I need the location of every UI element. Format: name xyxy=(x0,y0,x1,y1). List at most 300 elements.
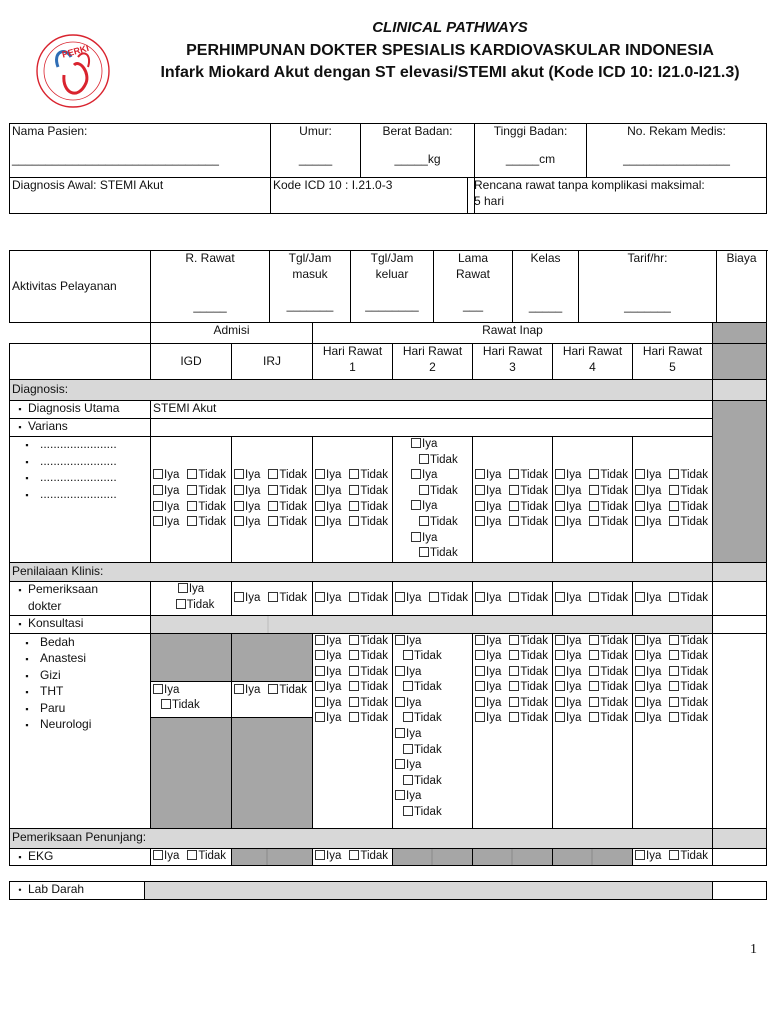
tidak-checkbox[interactable] xyxy=(509,681,548,693)
checkbox-box-icon xyxy=(234,501,244,511)
tidak-checkbox[interactable] xyxy=(419,547,458,559)
tidak-checkbox[interactable] xyxy=(161,699,200,711)
tidak-checkbox[interactable] xyxy=(669,850,708,862)
iya-checkbox[interactable] xyxy=(153,485,179,497)
iya-label: Iya xyxy=(486,484,502,497)
pemeriksaan-irj xyxy=(232,582,313,616)
patient-name-cell[interactable]: Nama Pasien: _______________________________ xyxy=(10,124,271,178)
tidak-checkbox[interactable] xyxy=(349,485,388,497)
tidak-label: Tidak xyxy=(430,515,458,528)
checkbox-box-icon xyxy=(315,516,325,526)
height-cell[interactable]: Tinggi Badan: _____cm xyxy=(475,124,587,178)
tidak-checkbox[interactable] xyxy=(589,666,628,678)
iya-label: Iya xyxy=(646,591,662,604)
medical-record-cell[interactable]: No. Rekam Medis: ________________ xyxy=(587,124,767,178)
tidak-checkbox[interactable] xyxy=(268,516,307,528)
iya-checkbox[interactable] xyxy=(315,501,341,513)
iya-checkbox[interactable] xyxy=(475,635,501,647)
tidak-checkbox[interactable] xyxy=(589,516,628,528)
tidak-checkbox[interactable] xyxy=(403,744,442,756)
iya-checkbox[interactable] xyxy=(178,583,204,595)
tidak-checkbox[interactable] xyxy=(509,592,548,604)
iya-label: Iya xyxy=(566,650,582,663)
tidak-label: Tidak xyxy=(279,683,308,696)
iya-label: Iya xyxy=(646,849,662,862)
iya-checkbox[interactable] xyxy=(153,516,179,528)
varians-hari-2 xyxy=(393,437,473,563)
tidak-checkbox[interactable] xyxy=(349,592,388,604)
iya-checkbox[interactable] xyxy=(411,532,437,544)
iya-checkbox[interactable] xyxy=(153,684,179,696)
tidak-label: Tidak xyxy=(186,598,215,611)
iya-checkbox[interactable] xyxy=(475,516,501,528)
iya-checkbox[interactable] xyxy=(635,485,661,497)
checkbox-box-icon xyxy=(509,592,519,602)
tidak-checkbox[interactable] xyxy=(187,516,226,528)
tidak-checkbox[interactable] xyxy=(669,681,708,693)
iya-checkbox[interactable] xyxy=(153,469,179,481)
iya-checkbox[interactable] xyxy=(475,469,501,481)
checkbox-box-icon xyxy=(509,501,519,511)
lab-darah-label: • Lab Darah xyxy=(10,882,145,900)
iya-checkbox[interactable] xyxy=(234,485,260,497)
iya-checkbox[interactable] xyxy=(635,666,661,678)
checkbox-box-icon xyxy=(509,666,519,676)
iya-label: Iya xyxy=(406,696,422,709)
checkbox-box-icon xyxy=(315,592,325,602)
checkbox-box-icon xyxy=(509,697,519,707)
iya-label: Iya xyxy=(245,683,261,696)
checkbox-box-icon xyxy=(419,454,429,464)
tidak-checkbox[interactable] xyxy=(403,806,442,818)
tidak-checkbox[interactable] xyxy=(669,697,708,709)
iya-checkbox[interactable] xyxy=(153,850,179,862)
cost-header: Biaya xyxy=(726,251,757,265)
admisi-header: Admisi xyxy=(151,323,313,344)
iya-label: Iya xyxy=(566,712,582,725)
hari-rawat-1-header: Hari Rawat 1 xyxy=(313,344,393,380)
iya-checkbox[interactable] xyxy=(153,501,179,513)
iya-checkbox[interactable] xyxy=(234,501,260,513)
checkbox-box-icon xyxy=(187,501,197,511)
checkbox-box-icon xyxy=(589,681,599,691)
checkbox-box-icon xyxy=(475,469,485,479)
checkbox-box-icon xyxy=(419,485,429,495)
tidak-checkbox[interactable] xyxy=(509,485,548,497)
tidak-checkbox[interactable] xyxy=(268,592,307,604)
checkbox-box-icon xyxy=(395,592,405,602)
checkbox-box-icon xyxy=(315,650,325,660)
iya-label: Iya xyxy=(646,469,662,482)
iya-checkbox[interactable] xyxy=(555,697,581,709)
checkbox-box-icon xyxy=(635,697,645,707)
iya-checkbox[interactable] xyxy=(315,697,341,709)
tidak-label: Tidak xyxy=(360,516,389,529)
tidak-checkbox[interactable] xyxy=(589,469,628,481)
checkbox-box-icon xyxy=(315,635,325,645)
iya-checkbox[interactable] xyxy=(315,469,341,481)
iya-checkbox[interactable] xyxy=(234,592,260,604)
iya-checkbox[interactable] xyxy=(635,650,661,662)
tidak-label: Tidak xyxy=(360,696,389,709)
iya-checkbox[interactable] xyxy=(234,469,260,481)
tidak-checkbox[interactable] xyxy=(509,469,548,481)
hari-rawat-2-header: Hari Rawat 2 xyxy=(393,344,473,380)
tidak-checkbox[interactable] xyxy=(187,501,226,513)
tidak-checkbox[interactable] xyxy=(349,850,388,862)
checkbox-box-icon xyxy=(475,681,485,691)
iya-checkbox[interactable] xyxy=(555,666,581,678)
tidak-label: Tidak xyxy=(198,500,227,513)
iya-checkbox[interactable] xyxy=(635,516,661,528)
checkbox-box-icon xyxy=(153,485,163,495)
checkbox-box-icon xyxy=(589,635,599,645)
tidak-label: Tidak xyxy=(430,484,458,497)
iya-label: Iya xyxy=(406,591,422,604)
tidak-label: Tidak xyxy=(360,650,389,663)
tidak-checkbox[interactable] xyxy=(268,684,307,696)
checkbox-box-icon xyxy=(589,592,599,602)
tidak-checkbox[interactable] xyxy=(509,650,548,662)
tidak-checkbox[interactable] xyxy=(268,501,307,513)
iya-checkbox[interactable] xyxy=(395,790,421,802)
iya-label: Iya xyxy=(646,500,662,513)
tidak-checkbox[interactable] xyxy=(349,712,388,724)
tidak-label: Tidak xyxy=(600,665,629,678)
tidak-checkbox[interactable] xyxy=(509,712,548,724)
checkbox-box-icon xyxy=(669,712,679,722)
iya-checkbox[interactable] xyxy=(555,681,581,693)
iya-label: Iya xyxy=(486,500,502,513)
iya-label: Iya xyxy=(406,728,422,741)
tidak-checkbox[interactable] xyxy=(589,592,628,604)
iya-checkbox[interactable] xyxy=(475,501,501,513)
checkbox-box-icon xyxy=(475,666,485,676)
iya-checkbox[interactable] xyxy=(555,469,581,481)
iya-checkbox[interactable] xyxy=(555,592,581,604)
iya-label: Iya xyxy=(326,516,342,529)
checkbox-box-icon xyxy=(555,485,565,495)
iya-checkbox[interactable] xyxy=(555,516,581,528)
tidak-label: Tidak xyxy=(360,500,389,513)
checkbox-box-icon xyxy=(669,501,679,511)
checkbox-box-icon xyxy=(429,592,439,602)
tidak-checkbox[interactable] xyxy=(589,650,628,662)
tidak-checkbox[interactable] xyxy=(669,469,708,481)
iya-checkbox[interactable] xyxy=(475,712,501,724)
tidak-checkbox[interactable] xyxy=(403,775,442,787)
iya-checkbox[interactable] xyxy=(315,850,341,862)
iya-checkbox[interactable] xyxy=(555,650,581,662)
tidak-checkbox[interactable] xyxy=(509,697,548,709)
iya-checkbox[interactable] xyxy=(395,759,421,771)
checkbox-box-icon xyxy=(669,635,679,645)
checkbox-box-icon xyxy=(411,438,421,448)
tidak-label: Tidak xyxy=(360,484,389,497)
tidak-checkbox[interactable] xyxy=(589,712,628,724)
tidak-checkbox[interactable] xyxy=(429,592,468,604)
iya-checkbox[interactable] xyxy=(315,516,341,528)
iya-checkbox[interactable] xyxy=(234,684,260,696)
checkbox-box-icon xyxy=(589,650,599,660)
hari-rawat-3-header: Hari Rawat 3 xyxy=(473,344,553,380)
service-header-row xyxy=(10,251,767,323)
varians-label: ▪ Varians xyxy=(10,419,151,437)
tidak-label: Tidak xyxy=(600,469,629,482)
iya-checkbox[interactable] xyxy=(635,850,661,862)
tidak-label: Tidak xyxy=(414,681,442,694)
checkbox-box-icon xyxy=(475,592,485,602)
iya-checkbox[interactable] xyxy=(555,485,581,497)
tidak-checkbox[interactable] xyxy=(589,697,628,709)
tidak-checkbox[interactable] xyxy=(349,650,388,662)
tidak-checkbox[interactable] xyxy=(349,635,388,647)
tidak-checkbox[interactable] xyxy=(669,592,708,604)
tidak-label: Tidak xyxy=(680,484,709,497)
iya-checkbox[interactable] xyxy=(635,635,661,647)
tidak-checkbox[interactable] xyxy=(349,516,388,528)
iya-label: Iya xyxy=(422,531,438,544)
tidak-label: Tidak xyxy=(360,849,389,862)
tidak-label: Tidak xyxy=(414,774,442,787)
iya-checkbox[interactable] xyxy=(315,666,341,678)
hari-rawat-4-header: Hari Rawat 4 xyxy=(553,344,633,380)
iya-checkbox[interactable] xyxy=(475,697,501,709)
tidak-checkbox[interactable] xyxy=(589,681,628,693)
konsultasi-hari-3 xyxy=(473,633,553,828)
stay-details-header xyxy=(151,251,767,323)
tidak-checkbox[interactable] xyxy=(669,516,708,528)
tidak-label: Tidak xyxy=(360,469,389,482)
tidak-checkbox[interactable] xyxy=(419,516,458,528)
checkbox-box-icon xyxy=(419,547,429,557)
tidak-label: Tidak xyxy=(520,712,549,725)
tidak-checkbox[interactable] xyxy=(268,469,307,481)
checkbox-box-icon xyxy=(475,516,485,526)
discharge-datetime-field[interactable]: Tgl/Jam keluar ________ xyxy=(351,251,434,322)
checkbox-box-icon xyxy=(268,684,278,694)
tidak-label: Tidak xyxy=(600,591,629,604)
tidak-checkbox[interactable] xyxy=(669,635,708,647)
iya-checkbox[interactable] xyxy=(635,681,661,693)
varians-hari-3 xyxy=(473,437,553,563)
tidak-checkbox[interactable] xyxy=(509,501,548,513)
checkbox-box-icon xyxy=(635,469,645,479)
iya-checkbox[interactable] xyxy=(475,650,501,662)
weight-cell[interactable]: Berat Badan: _____kg xyxy=(361,124,475,178)
checkbox-box-icon xyxy=(161,699,171,709)
checkbox-box-icon xyxy=(411,469,421,479)
iya-checkbox[interactable] xyxy=(635,501,661,513)
tidak-checkbox[interactable] xyxy=(669,650,708,662)
iya-checkbox[interactable] xyxy=(395,592,421,604)
iya-checkbox[interactable] xyxy=(635,712,661,724)
iya-label: Iya xyxy=(646,516,662,529)
iya-label: Iya xyxy=(326,591,342,604)
iya-checkbox[interactable] xyxy=(555,635,581,647)
tidak-checkbox[interactable] xyxy=(176,599,215,611)
iya-checkbox[interactable] xyxy=(315,635,341,647)
tidak-checkbox[interactable] xyxy=(403,712,442,724)
aktivitas-header: Aktivitas Pelayanan xyxy=(10,251,151,323)
iya-label: Iya xyxy=(326,712,342,725)
checkbox-box-icon xyxy=(509,635,519,645)
tidak-checkbox[interactable] xyxy=(509,516,548,528)
checkbox-box-icon xyxy=(315,666,325,676)
tidak-checkbox[interactable] xyxy=(419,454,458,466)
konsultasi-irj xyxy=(232,633,313,828)
checkbox-box-icon xyxy=(419,516,429,526)
tidak-checkbox[interactable] xyxy=(349,697,388,709)
iya-checkbox[interactable] xyxy=(411,469,437,481)
tariff-field[interactable]: Tarif/hr: _______ xyxy=(579,251,717,322)
iya-checkbox[interactable] xyxy=(315,681,341,693)
tidak-checkbox[interactable] xyxy=(669,485,708,497)
diagnosis-utama-value: STEMI Akut xyxy=(151,401,713,419)
iya-checkbox[interactable] xyxy=(411,500,437,512)
pathway-subtitle: Infark Miokard Akut dengan ST elevasi/STEMI akut (Kode ICD 10: I21.0-I21.3) xyxy=(160,64,740,81)
tidak-checkbox[interactable] xyxy=(349,681,388,693)
checkbox-box-icon xyxy=(153,850,163,860)
tidak-label: Tidak xyxy=(430,453,458,466)
iya-checkbox[interactable] xyxy=(315,650,341,662)
checkbox-box-icon xyxy=(475,697,485,707)
tidak-checkbox[interactable] xyxy=(187,485,226,497)
ekg-igd xyxy=(151,848,232,866)
patient-info-table xyxy=(9,123,767,214)
checkbox-box-icon xyxy=(411,500,421,510)
checkbox-box-icon xyxy=(555,592,565,602)
iya-label: Iya xyxy=(486,712,502,725)
room-field[interactable]: R. Rawat _____ xyxy=(151,251,270,322)
tidak-checkbox[interactable] xyxy=(669,501,708,513)
checkbox-box-icon xyxy=(589,697,599,707)
iya-label: Iya xyxy=(566,516,582,529)
tidak-checkbox[interactable] xyxy=(187,850,226,862)
iya-checkbox[interactable] xyxy=(635,469,661,481)
iya-checkbox[interactable] xyxy=(475,485,501,497)
tidak-label: Tidak xyxy=(198,516,227,529)
checkbox-box-icon xyxy=(349,485,359,495)
tidak-label: Tidak xyxy=(680,500,709,513)
checkbox-box-icon xyxy=(555,635,565,645)
tidak-checkbox[interactable] xyxy=(349,501,388,513)
ekg-hari-1 xyxy=(313,848,393,866)
iya-label: Iya xyxy=(164,683,180,696)
tidak-label: Tidak xyxy=(520,484,549,497)
tidak-checkbox[interactable] xyxy=(589,635,628,647)
checkbox-box-icon xyxy=(403,650,413,660)
iya-checkbox[interactable] xyxy=(411,438,437,450)
class-field[interactable]: Kelas _____ xyxy=(513,251,579,322)
tidak-checkbox[interactable] xyxy=(509,666,548,678)
iya-checkbox[interactable] xyxy=(315,712,341,724)
iya-label: Iya xyxy=(422,500,438,513)
iya-checkbox[interactable] xyxy=(555,712,581,724)
perki-logo xyxy=(34,17,112,125)
tidak-checkbox[interactable] xyxy=(419,485,458,497)
document-title: CLINICAL PATHWAYS xyxy=(372,19,528,36)
checkbox-box-icon xyxy=(635,650,645,660)
checkbox-box-icon xyxy=(669,681,679,691)
checkbox-box-icon xyxy=(555,712,565,722)
checkbox-box-icon xyxy=(403,681,413,691)
checkbox-box-icon xyxy=(589,501,599,511)
iya-label: Iya xyxy=(326,696,342,709)
tidak-label: Tidak xyxy=(198,469,227,482)
iya-checkbox[interactable] xyxy=(635,592,661,604)
tidak-checkbox[interactable] xyxy=(669,666,708,678)
iya-label: Iya xyxy=(486,634,502,647)
iya-checkbox[interactable] xyxy=(475,666,501,678)
iya-checkbox[interactable] xyxy=(234,516,260,528)
service-activity-table xyxy=(9,250,767,866)
tidak-checkbox[interactable] xyxy=(669,712,708,724)
tidak-checkbox[interactable] xyxy=(403,681,442,693)
iya-label: Iya xyxy=(646,634,662,647)
tidak-label: Tidak xyxy=(680,634,709,647)
checkbox-box-icon xyxy=(509,681,519,691)
care-plan: Rencana rawat tanpa komplikasi maksimal: 5 hari xyxy=(475,178,767,214)
tidak-checkbox[interactable] xyxy=(403,650,442,662)
tidak-label: Tidak xyxy=(279,484,308,497)
tidak-checkbox[interactable] xyxy=(589,485,628,497)
tidak-label: Tidak xyxy=(360,591,389,604)
iya-checkbox[interactable] xyxy=(555,501,581,513)
pemeriksaan-hari-4 xyxy=(553,582,633,616)
konsultasi-irj-check xyxy=(232,682,312,718)
tidak-checkbox[interactable] xyxy=(349,469,388,481)
checkbox-box-icon xyxy=(509,485,519,495)
checkbox-box-icon xyxy=(234,516,244,526)
iya-label: Iya xyxy=(245,516,261,529)
tidak-checkbox[interactable] xyxy=(187,469,226,481)
length-of-stay-field[interactable]: Lama Rawat ___ xyxy=(434,251,513,322)
iya-label: Iya xyxy=(486,696,502,709)
iya-label: Iya xyxy=(245,500,261,513)
tidak-checkbox[interactable] xyxy=(509,635,548,647)
iya-checkbox[interactable] xyxy=(395,666,421,678)
checkbox-box-icon xyxy=(315,850,325,860)
iya-label: Iya xyxy=(566,469,582,482)
tidak-label: Tidak xyxy=(520,665,549,678)
iya-label: Iya xyxy=(646,665,662,678)
checkbox-box-icon xyxy=(187,469,197,479)
checkbox-box-icon xyxy=(669,516,679,526)
tidak-checkbox[interactable] xyxy=(589,501,628,513)
tidak-label: Tidak xyxy=(520,634,549,647)
iya-checkbox[interactable] xyxy=(475,681,501,693)
iya-label: Iya xyxy=(326,500,342,513)
iya-checkbox[interactable] xyxy=(315,485,341,497)
checkbox-box-icon xyxy=(153,684,163,694)
iya-checkbox[interactable] xyxy=(395,697,421,709)
age-cell[interactable]: Umur: _____ xyxy=(271,124,361,178)
iya-checkbox[interactable] xyxy=(395,728,421,740)
tidak-checkbox[interactable] xyxy=(349,666,388,678)
tidak-checkbox[interactable] xyxy=(268,485,307,497)
iya-checkbox[interactable] xyxy=(395,635,421,647)
admit-datetime-field[interactable]: Tgl/Jam masuk _______ xyxy=(270,251,351,322)
iya-checkbox[interactable] xyxy=(635,697,661,709)
checkbox-box-icon xyxy=(555,666,565,676)
iya-checkbox[interactable] xyxy=(475,592,501,604)
tidak-label: Tidak xyxy=(520,500,549,513)
iya-label: Iya xyxy=(566,634,582,647)
checkbox-box-icon xyxy=(176,599,186,609)
tidak-label: Tidak xyxy=(600,634,629,647)
iya-checkbox[interactable] xyxy=(315,592,341,604)
